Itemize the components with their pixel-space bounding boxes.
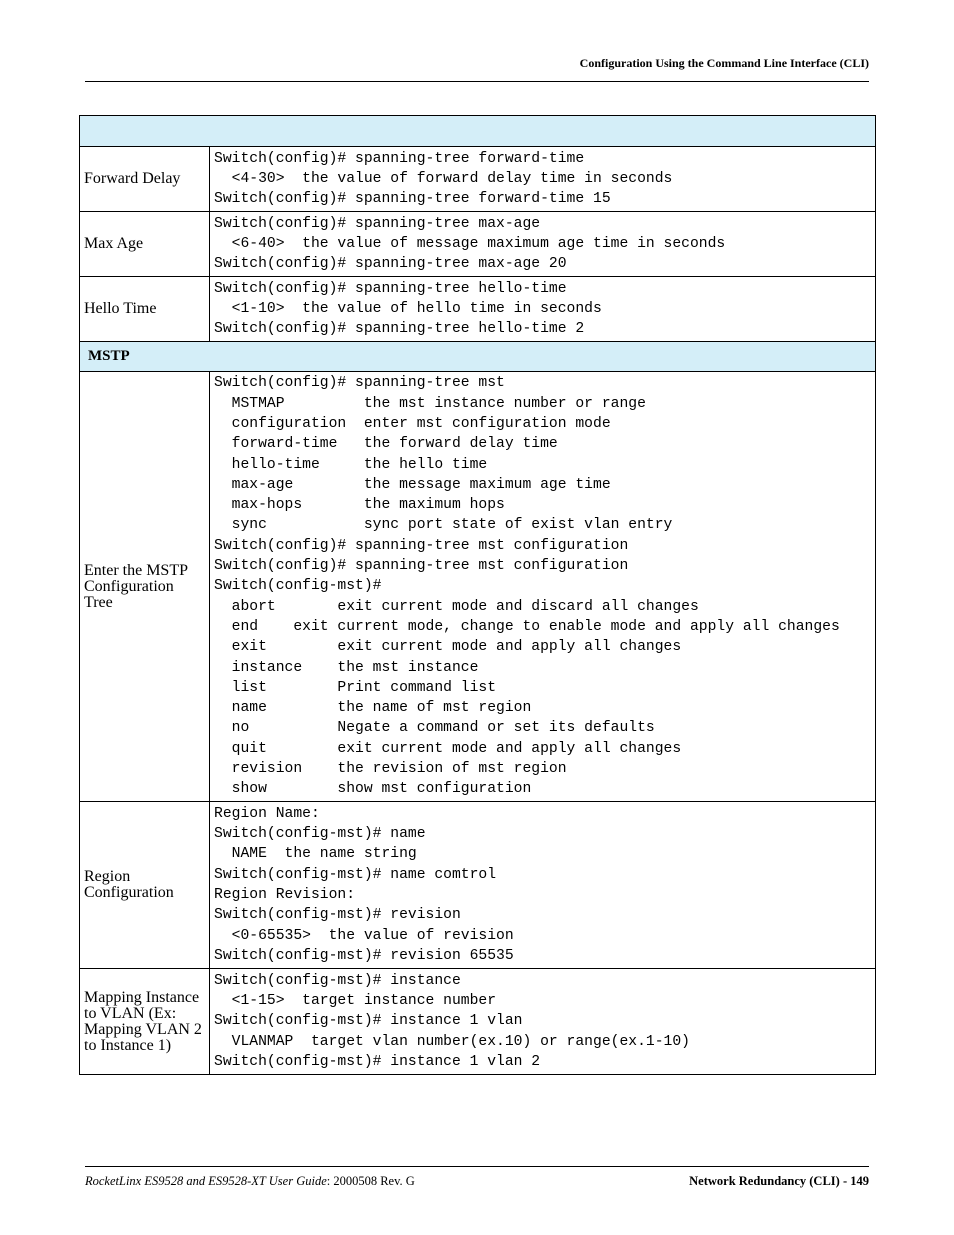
footer-page-number: Network Redundancy (CLI) - 149 xyxy=(689,1174,869,1188)
command-line: instance the mst instance xyxy=(214,659,479,676)
command-line: exit exit current mode and apply all changes xyxy=(214,639,682,656)
command-line: Switch(config)# spanning-tree hello-time 2 xyxy=(214,321,585,338)
command-line: configuration enter mst configuration mode xyxy=(214,415,611,432)
command-line: Switch(config-mst)# instance xyxy=(214,972,461,989)
command-line: Switch(config-mst)# instance 1 vlan 2 xyxy=(214,1053,541,1070)
command-line: forward-time the forward delay time xyxy=(214,436,558,453)
row-label: Forward Delay xyxy=(80,147,210,212)
table-row xyxy=(80,212,876,277)
command-line: Switch(config)# spanning-tree mst configuration xyxy=(214,537,629,554)
command-line: hello-time the hello time xyxy=(214,456,488,473)
command-line: <1-10> the value of hello time in seconds xyxy=(214,300,602,317)
row-commands xyxy=(210,212,876,277)
command-line: name the name of mst region xyxy=(214,700,532,717)
row-label: Region Configuration xyxy=(80,802,210,969)
command-line: <0-65535> the value of revision xyxy=(214,927,514,944)
mstp-section-band xyxy=(80,342,876,372)
row-label: Enter the MSTP Configuration Tree xyxy=(80,372,210,802)
cli-command-table xyxy=(79,115,876,1075)
command-line: Switch(config)# spanning-tree mst xyxy=(214,375,505,392)
page-footer xyxy=(85,1166,869,1188)
command-line: Switch(config)# spanning-tree mst configuration xyxy=(214,558,629,575)
row-commands xyxy=(210,372,876,802)
command-line: max-hops the maximum hops xyxy=(214,497,505,514)
command-line: quit exit current mode and apply all changes xyxy=(214,740,682,757)
command-line: sync sync port state of exist vlan entry xyxy=(214,517,673,534)
row-commands xyxy=(210,802,876,969)
command-line: MSTMAP the mst instance number or range xyxy=(214,395,646,412)
command-line: end exit current mode, change to enable mode and apply all changes xyxy=(214,618,840,635)
row-label: Hello Time xyxy=(80,277,210,342)
command-line: <1-15> target instance number xyxy=(214,993,497,1010)
command-line: Region Revision: xyxy=(214,887,356,903)
table-row xyxy=(80,277,876,342)
table-row xyxy=(80,372,876,802)
table-row xyxy=(80,802,876,969)
command-line: Switch(config-mst)# name comtrol xyxy=(214,866,497,883)
command-line: Switch(config)# spanning-tree forward-time xyxy=(214,150,585,167)
command-line: Switch(config)# spanning-tree max-age xyxy=(214,215,541,232)
command-line: list Print command list xyxy=(214,679,497,696)
command-line: <4-30> the value of forward delay time in seconds xyxy=(214,170,673,187)
command-line: Switch(config-mst)# xyxy=(214,578,382,595)
row-label: Mapping Instance to VLAN (Ex: Mapping VLAN 2 to Instance 1) xyxy=(80,969,210,1075)
command-line: abort exit current mode and discard all changes xyxy=(214,598,699,615)
command-line: Switch(config-mst)# revision xyxy=(214,907,461,924)
command-line: Switch(config)# spanning-tree hello-time xyxy=(214,280,567,297)
command-line: Switch(config)# spanning-tree max-age 20 xyxy=(214,256,567,273)
command-line: revision the revision of mst region xyxy=(214,761,567,778)
table-top-band xyxy=(80,116,876,147)
command-line: max-age the message maximum age time xyxy=(214,476,611,493)
command-line: Switch(config-mst)# name xyxy=(214,826,426,843)
command-line: Region Name: xyxy=(214,805,320,822)
page-header-title: Configuration Using the Command Line Interface (CLI) xyxy=(579,56,869,70)
command-line: <6-40> the value of message maximum age time in seconds xyxy=(214,235,726,252)
table-row xyxy=(80,969,876,1075)
footer-document-title: RocketLinx ES9528 and ES9528-XT User Guide: 2000508 Rev. G xyxy=(85,1174,415,1188)
command-line: Switch(config-mst)# revision 65535 xyxy=(214,947,514,964)
command-line: no Negate a command or set its defaults xyxy=(214,720,655,737)
command-line: Switch(config-mst)# instance 1 vlan xyxy=(214,1013,523,1030)
mstp-section-title: MSTP xyxy=(80,342,876,372)
command-line: NAME the name string xyxy=(214,846,417,863)
command-line: VLANMAP target vlan number(ex.10) or range(ex.1-10) xyxy=(214,1033,690,1050)
page-header xyxy=(85,55,869,82)
command-line: Switch(config)# spanning-tree forward-time 15 xyxy=(214,191,611,208)
row-label: Max Age xyxy=(80,212,210,277)
table-row xyxy=(80,147,876,212)
top-band-cell xyxy=(80,116,876,147)
command-line: show show mst configuration xyxy=(214,781,532,798)
row-commands xyxy=(210,147,876,212)
row-commands xyxy=(210,277,876,342)
row-commands xyxy=(210,969,876,1075)
